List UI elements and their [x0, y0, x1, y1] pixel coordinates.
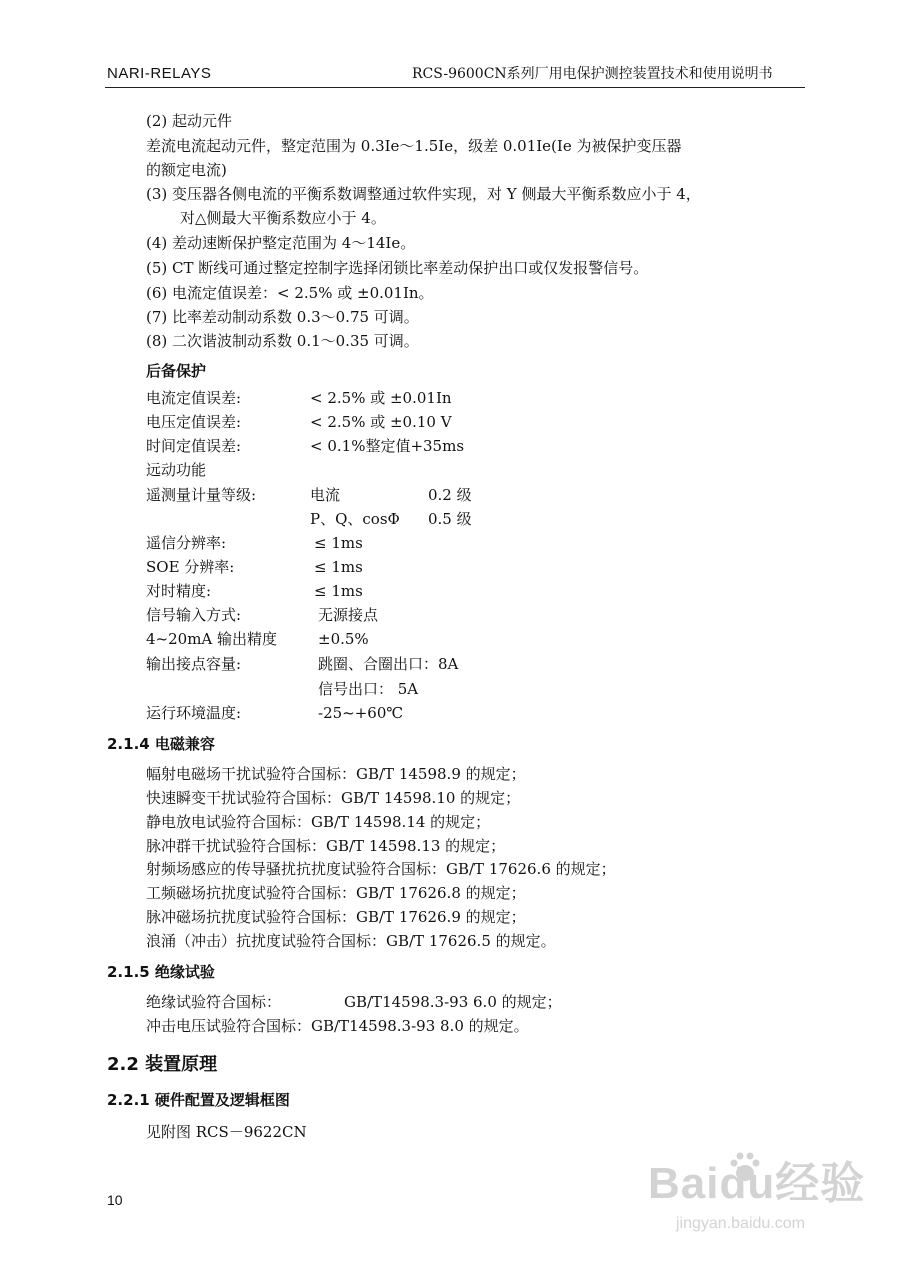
watermark-url: jingyan.baidu.com — [676, 1215, 805, 1232]
meter-grade-power: 0.5 级 — [428, 510, 472, 528]
start-element-line-2: 的额定电流) — [146, 161, 227, 179]
header-divider — [105, 87, 805, 88]
backup-row-label: 电压定值误差: — [146, 413, 242, 431]
backup-row-value: < 2.5% 或 ±0.01In — [310, 389, 452, 407]
telecontrol-row-label: 对时精度: — [146, 582, 212, 600]
telecontrol-row-value: ≤ 1ms — [314, 534, 363, 552]
emc-line: 射频场感应的传导骚扰抗扰度试验符合国标：GB/T 17626.6 的规定； — [146, 860, 616, 878]
item-8: (8) 二次谐波制动系数 0.1～0.35 可调。 — [146, 332, 419, 350]
telecontrol-row-value: ±0.5% — [318, 630, 369, 648]
emc-line: 静电放电试验符合国标：GB/T 14598.14 的规定； — [146, 813, 491, 831]
item-6: (6) 电流定值误差：< 2.5% 或 ±0.01In。 — [146, 284, 434, 302]
telecontrol-row-value: ≤ 1ms — [314, 558, 363, 576]
telecontrol-row-label: 信号输入方式: — [146, 606, 242, 624]
appendix-reference: 见附图 RCS－9622CN — [146, 1123, 307, 1141]
telecontrol-row-value: 无源接点 — [318, 606, 379, 624]
output-contact-signal: 信号出口： 5A — [318, 680, 419, 698]
watermark-logo: Baidu经验 — [648, 1159, 866, 1208]
meter-item-power: P、Q、cosΦ — [310, 510, 400, 528]
insulation-line-1-value: GB/T14598.3-93 6.0 的规定； — [344, 993, 562, 1011]
insulation-line-1-label: 绝缘试验符合国标： — [146, 993, 282, 1011]
header-brand: NARI-RELAYS — [107, 65, 212, 82]
backup-row-label: 电流定值误差: — [146, 389, 242, 407]
backup-protection-heading: 后备保护 — [146, 362, 207, 380]
emc-line: 浪涌（冲击）抗扰度试验符合国标：GB/T 17626.5 的规定。 — [146, 932, 556, 950]
telecontrol-row-value: ≤ 1ms — [314, 582, 363, 600]
emc-line: 工频磁场抗扰度试验符合国标：GB/T 17626.8 的规定； — [146, 884, 526, 902]
meter-grade-current: 0.2 级 — [428, 486, 472, 504]
backup-row-label: 时间定值误差: — [146, 437, 242, 455]
ambient-temp-value: -25~+60℃ — [318, 704, 404, 722]
item-3-line-1: (3) 变压器各侧电流的平衡系数调整通过软件实现，对 Y 侧最大平衡系数应小于 4， — [146, 185, 701, 203]
meter-grade-label: 遥测量计量等级: — [146, 486, 257, 504]
item-3-line-2: 对△侧最大平衡系数应小于 4。 — [180, 209, 386, 227]
telecontrol-row-label: 遥信分辨率: — [146, 534, 227, 552]
emc-line: 脉冲磁场抗扰度试验符合国标：GB/T 17626.9 的规定； — [146, 908, 526, 926]
item-7: (7) 比率差动制动系数 0.3～0.75 可调。 — [146, 308, 419, 326]
principle-heading: 2.2 装置原理 — [107, 1054, 218, 1075]
insulation-line-2: 冲击电压试验符合国标：GB/T14598.3-93 8.0 的规定。 — [146, 1017, 529, 1035]
output-contact-trip: 跳圈、合圈出口：8A — [318, 655, 459, 673]
emc-line: 幅射电磁场干扰试验符合国标：GB/T 14598.9 的规定； — [146, 765, 526, 783]
item-5: (5) CT 断线可通过整定控制字选择闭锁比率差动保护出口或仅发报警信号。 — [146, 259, 649, 277]
emc-line: 脉冲群干扰试验符合国标：GB/T 14598.13 的规定； — [146, 837, 506, 855]
telecontrol-row-label: SOE 分辨率: — [146, 558, 235, 576]
start-element-heading: (2) 起动元件 — [146, 112, 233, 130]
backup-row-value: < 0.1%整定值+35ms — [310, 437, 465, 455]
insulation-heading: 2.1.5 绝缘试验 — [107, 963, 215, 981]
ambient-temp-label: 运行环境温度: — [146, 704, 242, 722]
start-element-line-1: 差流电流起动元件，整定范围为 0.3Ie～1.5Ie，级差 0.01Ie(Ie 为被保护变压器 — [146, 137, 682, 155]
meter-item-current: 电流 — [310, 486, 341, 504]
emc-heading: 2.1.4 电磁兼容 — [107, 735, 215, 753]
header-manual-title: RCS-9600CN系列厂用电保护测控装置技术和使用说明书 — [412, 66, 773, 82]
page-number: 10 — [107, 1192, 123, 1208]
backup-row-value: < 2.5% 或 ±0.10 V — [310, 413, 452, 431]
item-4: (4) 差动速断保护整定范围为 4～14Ie。 — [146, 234, 416, 252]
emc-line: 快速瞬变干扰试验符合国标：GB/T 14598.10 的规定； — [146, 789, 521, 807]
output-contact-label: 输出接点容量: — [146, 655, 242, 673]
telecontrol-row-label: 4~20mA 输出精度 — [146, 630, 278, 648]
telecontrol-heading: 远动功能 — [146, 461, 207, 479]
hardware-heading: 2.2.1 硬件配置及逻辑框图 — [107, 1091, 290, 1109]
